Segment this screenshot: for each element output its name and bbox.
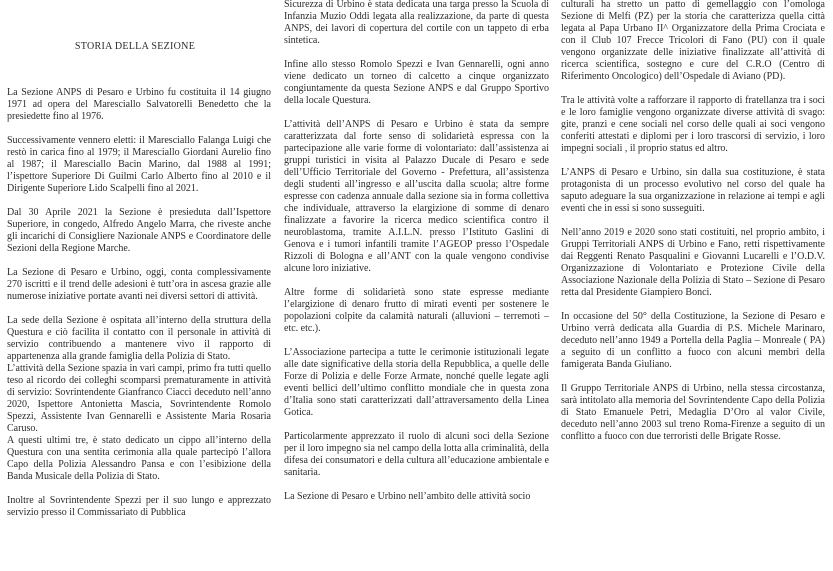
paragraph: Successivamente vennero eletti: il Maresciallo Falanga Luigi che restò in carica fino al 1979; il Maresciallo Giordani Aurelio fino al 1987; il Maresciallo Bacin Marino, dal 1988 al 1991; l’ispettore Superiore Di Guilmi Carlo Alberto fino al 2010 e il Dirigente Superiore Lido Scalpelli fino al 2021.	[7, 135, 271, 194]
paragraph: L’attività della Sezione spazia in vari campi, primo fra tutti quello teso al ricordo dei colleghi scomparsi prematuramente in attività di servizio: Sovrintendente Gianfranco Ciacci deceduto nell’anno 2020, Ispettore Antonietta Mascia, Sovrintendente Romolo Spezzi, Assistente Ivan Gennarelli e Assistente Maria Rosaria Caruso.	[7, 363, 271, 434]
paragraph: Sicurezza di Urbino è stata dedicata una targa presso la Scuola di Infanzia Muzio Oddi legata alla realizzazione, da parte di questa ANPS, dei lavori di copertura del cortile con un tappeto di erba sintetica.	[284, 0, 549, 46]
paragraph: A questi ultimi tre, è stato dedicato un cippo all’interno della Questura con una sentita cerimonia alla quale partecipò l’allora Capo della Polizia Alessandro Pansa e con l’esibizione della Banda Musicale della Polizia di Stato.	[7, 435, 271, 482]
paragraph: In occasione del 50° della Costituzione, la Sezione di Pesaro e Urbino verrà dedicata alla Guardia di P.S. Michele Marinaro, deceduto nell’anno 1949 a Portella della Paglia – Monreale ( PA) a seguito di un conflitto a fuoco con alcuni membri della famigerata Banda Giuliano.	[561, 311, 825, 370]
page-title: STORIA DELLA SEZIONE	[74, 41, 196, 52]
paragraph: Altre forme di solidarietà sono state espresse mediante l’elargizione di denaro frutto di mirati eventi per sostenere le popolazioni colpite da calamità naturali (alluvioni – terremoti – etc. etc.).	[284, 287, 549, 334]
paragraph: Dal 30 Aprile 2021 la Sezione è presieduta dall’Ispettore Superiore, in congedo, Alfredo Angelo Marra, che riveste anche gli incarichi di Consigliere Nazionale ANPS e Coordinatore delle Sezioni della Regione Marche.	[7, 207, 271, 254]
paragraph: culturali ha stretto un patto di gemellaggio con l’omologa Sezione di Melfi (PZ) per la storia che caratterizza quella città legata al Papa Urbano II^ Organizzatore della Prima Crociata e con il Club 107 Frecce Tricolori di Fano (PU) con il quale vengono organizzate delle iniziative finalizzate all’attività di ricerca scientifica, sostegno e cure del C.R.O (Centro di Riferimento Oncologico) dell’Ospedale di Aviano (PD).	[561, 0, 825, 82]
paragraph: Nell’anno 2019 e 2020 sono stati costituiti, nel proprio ambito, i Gruppi Territoriali ANPS di Urbino e Fano, retti rispettivamente dai Reggenti Renato Pasqualini e Giovanni Lucarelli e l’O.D.V. Organizzazione di Volontariato e Protezione Civile della Associazione Nazionale della Polizia di Stato – Sezione di Pesaro retta dal Presidente Giampiero Bonci.	[561, 227, 825, 298]
paragraph: L’Associazione partecipa a tutte le cerimonie istituzionali legate alle date significative della storia della Repubblica, a quelle delle Forze di Polizia e delle Forze Armate, nonché quelle legate agli eventi bellici dell’ultimo conflitto mondiale che in questa zona d’Italia sono stati caratterizzati dall’attraversamento della Linea Gotica.	[284, 347, 549, 418]
paragraph: Inoltre al Sovrintendente Spezzi per il suo lungo e apprezzato servizio presso il Commissariato di Pubblica	[7, 495, 271, 518]
paragraph: La Sezione di Pesaro e Urbino nell’ambito delle attività socio	[284, 491, 531, 502]
column-2	[284, 0, 549, 571]
paragraph: L’attività dell’ANPS di Pesaro e Urbino è stata da sempre caratterizzata dal forte senso di solidarietà espressa con la partecipazione alle varie forme di volontariato: dall’assistenza ai gruppi turistici in visita al Palazzo Ducale di Pesaro e sede dell’Ufficio Territoriale del Governo - Prefettura, all’assistenza degli studenti all’ingresso e all’uscita dalla scuola; altre forme espresse con cadenza annuale dalla sezione sia in forma collettiva che individuale, attraverso la elargizione di somme di denaro finalizzate a favorire la ricerca medico scientifica contro il neuroblastoma, tramite A.I.L.N. presso l’Istituto Gaslini di Genova e i tumori infantili tramite l’AGEOP presso l’Ospedale Rizzoli di Bologna e all’ANT con la quale vengono condivise alcune loro iniziative.	[284, 119, 549, 274]
paragraph: La sede della Sezione è ospitata all’interno della struttura della Questura e ciò facilita il contatto con il personale in attività di servizio contribuendo a mantenere vivo il rapporto di appartenenza alla grande famiglia della Polizia di Stato.	[7, 315, 271, 362]
paragraph: Infine allo stesso Romolo Spezzi e Ivan Gennarelli, ogni anno viene dedicato un torneo di calcetto a cinque organizzato congiuntamente da questa Sezione ANPS e dal Gruppo Sportivo della locale Questura.	[284, 59, 549, 106]
column-3	[561, 0, 825, 571]
paragraph: Tra le attività volte a rafforzare il rapporto di fratellanza tra i soci e le loro famiglie vengono organizzate diverse attività di svago: gite, pranzi e cene sociali nel corso delle quali ai soci vengono conferiti attestati e diplomi per i loro trascorsi di servizio, i loro impegni sociali , il proprio status ed altro.	[561, 95, 825, 154]
paragraph: La Sezione di Pesaro e Urbino, oggi, conta complessivamente 270 iscritti e il trend delle adesioni è tutt’ora in ascesa grazie alle numerose iniziative portate avanti nei diversi settori di attività.	[7, 267, 271, 302]
paragraph: La Sezione ANPS di Pesaro e Urbino fu costituita il 14 giugno 1971 ad opera del Maresciallo Salvatorelli Benedetto che la presiedette fino al 1976.	[7, 87, 271, 122]
paragraph: L’ANPS di Pesaro e Urbino, sin dalla sua costituzione, è stata protagonista di un processo evolutivo nel corso del quale ha saputo adeguare la sua organizzazione in relazione ai tempi e agli eventi che in essi si sono susseguiti.	[561, 167, 825, 214]
paragraph: Particolarmente apprezzato il ruolo di alcuni soci della Sezione per il loro impegno sia nel campo della lotta alla criminalità, della difesa dei consumatori e della cultura all’educazione ambientale e sanitaria.	[284, 431, 549, 478]
paragraph: Il Gruppo Territoriale ANPS di Urbino, nella stessa circostanza, sarà intitolato alla memoria del Sovrintendente Capo della Polizia di Stato Emanuele Petri, Medaglia D’Oro al valor Civile, deceduto nell’anno 2003 sul treno Roma-Firenze a seguito di un conflitto a fuoco con due terroristi delle Brigate Rosse.	[561, 383, 825, 442]
column-1	[7, 0, 271, 571]
